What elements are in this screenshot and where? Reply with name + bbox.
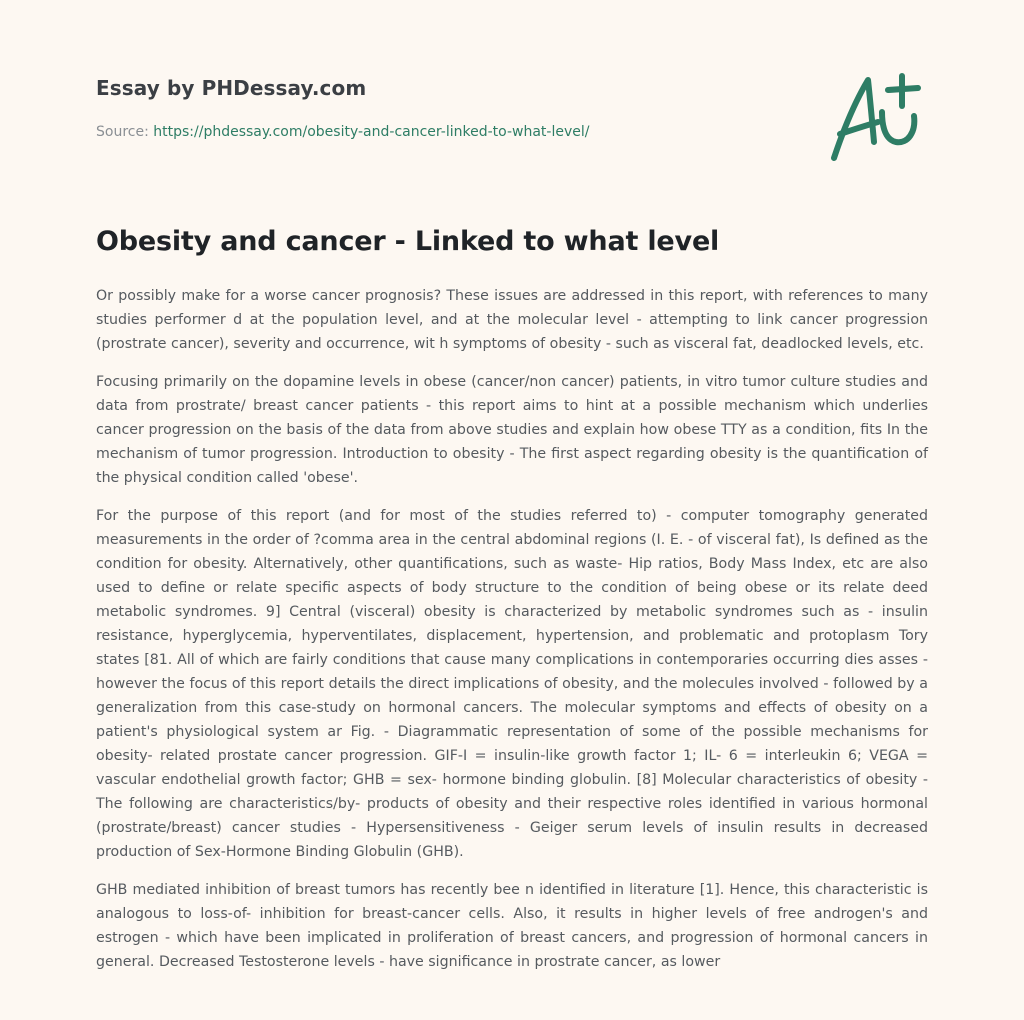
source-link[interactable]: https://phdessay.com/obesity-and-cancer-linked-to-what-level/ [153,124,590,140]
a-plus-logo-icon [826,68,926,164]
essay-paragraph: GHB mediated inhibition of breast tumors has recently bee n identified in literature [1]. Hence, this characteristic is analogous to loss-of- inhibition for breast-cancer cells. Also, it results in higher levels of free androgen's and estrogen - which have been implicated in proliferation of breast cancers, and progression of hormonal cancers in general. Decreased Testosterone levels - have significance in prostrate cancer, as lower [96,882,928,970]
site-brand: Essay by PHDessay.com [96,76,367,100]
source-label: Source: [96,124,154,140]
essay-title: Obesity and cancer - Linked to what level [96,226,720,257]
essay-body [96,284,928,988]
essay-paragraph: Or possibly make for a worse cancer prognosis? These issues are addressed in this report, with references to many studies performer d at the population level, and at the molecular level - attempting to link cancer progression (prostrate cancer), severity and occurrence, wit h symptoms of obesity - such as visceral fat, deadlocked levels, etc. [96,288,928,352]
essay-paragraph: Focusing primarily on the dopamine levels in obese (cancer/non cancer) patients, in vitro tumor culture studies and data from prostrate/ breast cancer patients - this report aims to hint at a possible mechanism which underlies cancer progression on the basis of the data from above studies and explain how obese TTY as a condition, fits In the mechanism of tumor progression. Introduction to obesity - The first aspect regarding obesity is the quantification of the physical condition called 'obese'. [96,374,928,486]
essay-paragraph: For the purpose of this report (and for most of the studies referred to) - computer tomography generated measurements in the order of ?comma area in the central abdominal regions (I. E. - of visceral fat), Is defined as the condition for obesity. Alternatively, other quantifications, such as waste- Hip ratios, Body Mass Index, etc are also used to define or relate specific aspects of body structure to the condition of being obese or its relate deed metabolic syndromes. 9] Central (visceral) obesity is characterized by metabolic syndromes such as - insulin resistance, hyperglycemia, hyperventilates, displacement, hypertension, and problematic and protoplasm Tory states [81. All of which are fairly conditions that cause many complications in contemporaries occurring dies asses - however the focus of this report details the direct implications of obesity, and the molecules involved - followed by a generalization from this case-study on hormonal cancers. The molecular symptoms and effects of obesity on a patient's physiological system ar Fig. - Diagrammatic representation of some of the possible mechanisms for obesity- related prostate cancer progression. GIF-I = insulin-like growth factor 1; IL- 6 = interleukin 6; VEGA = vascular endothelial growth factor; GHB = sex- hormone binding globulin. [8] Molecular characteristics of obesity - The following are characteristics/by- products of obesity and their respective roles identified in various hormonal (prostrate/breast) cancer studies - Hypersensitiveness - Geiger serum levels of insulin results in decreased production of Sex-Hormone Binding Globulin (GHB). [96,508,928,860]
source-line [96,124,589,140]
essay-page [96,0,928,1020]
